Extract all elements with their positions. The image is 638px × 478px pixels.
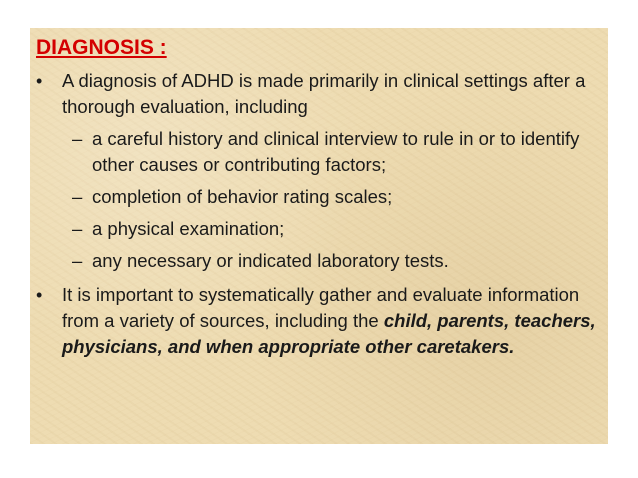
slide-title: DIAGNOSIS :	[36, 36, 167, 59]
sub-item-lab-tests	[30, 248, 608, 274]
bullet-text-plain: It is important to systematically gather and evaluate information from a variety of sources, including the	[62, 284, 580, 331]
sub-item-text: a careful history and clinical interview to rule in or to identify other causes or contributing factors;	[92, 128, 580, 175]
bullet-item-sources	[30, 282, 608, 360]
bullet-text: A diagnosis of ADHD is made primarily in clinical settings after a thorough evaluation, including	[62, 70, 586, 117]
sub-item-text: any necessary or indicated laboratory tests.	[92, 250, 449, 271]
dash-icon: –	[72, 250, 83, 271]
dash-icon: –	[72, 128, 83, 149]
bullet-text	[62, 282, 598, 360]
slide-content	[30, 68, 608, 360]
dash-icon: –	[72, 186, 83, 207]
sub-item-history	[30, 126, 608, 178]
sub-item-text: completion of behavior rating scales;	[92, 186, 393, 207]
sub-item-rating-scales	[30, 184, 608, 210]
sub-item-physical-exam	[30, 216, 608, 242]
sub-item-text: a physical examination;	[92, 218, 285, 239]
dash-icon: –	[72, 218, 83, 239]
bullet-icon: •	[36, 285, 43, 305]
bullet-icon: •	[36, 71, 43, 91]
slide	[30, 28, 608, 444]
bullet-text-emphasis: child, parents, teachers, physicians, and when appropriate other caretakers.	[62, 310, 596, 357]
bullet-item-diagnosis	[30, 68, 608, 120]
